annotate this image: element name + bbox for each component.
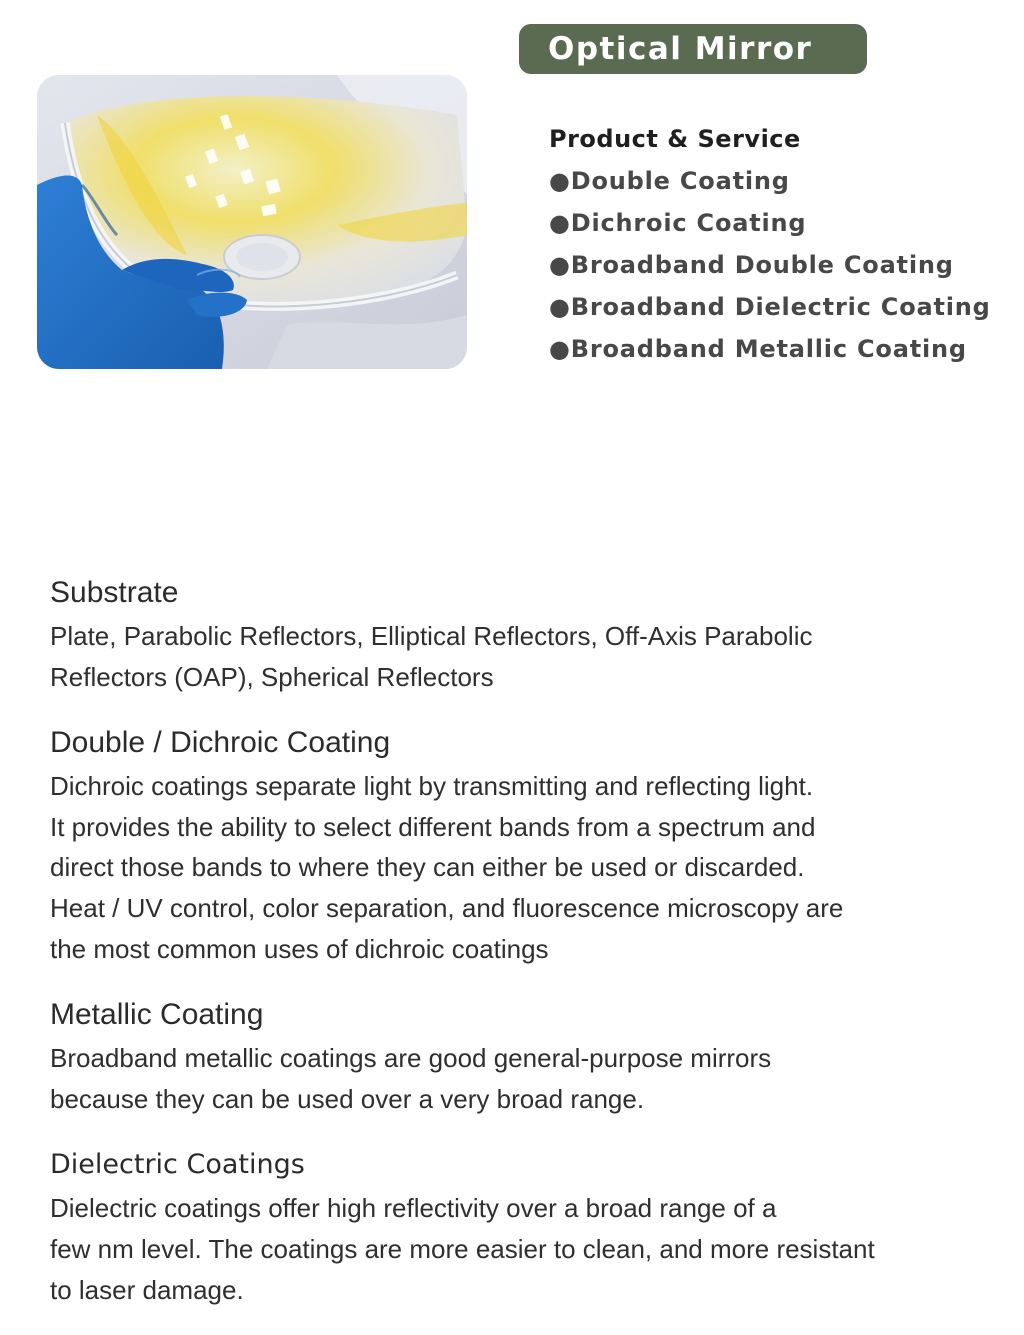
section-metallic-coating <box>50 992 990 1119</box>
parabolic-reflector-photo <box>37 75 467 369</box>
service-item: ●Broadband Metallic Coating <box>549 335 967 363</box>
section-dichroic-coating <box>50 720 990 969</box>
service-item: ●Broadband Double Coating <box>549 251 954 279</box>
section-text-line: direct those bands to where they can either be used or discarded. <box>50 852 805 883</box>
section-substrate <box>50 570 990 697</box>
section-text-line: few nm level. The coatings are more easier to clean, and more resistant <box>50 1233 875 1264</box>
page-title: Optical Mirror <box>548 31 813 67</box>
section-text-line: because they can be used over a very broad range. <box>50 1083 645 1114</box>
section-text-line: Plate, Parabolic Reflectors, Elliptical Reflectors, Off-Axis Parabolic <box>50 621 813 651</box>
product-service-list <box>549 118 1024 370</box>
section-text-line: Broadband metallic coatings are good general-purpose mirrors <box>50 1043 772 1074</box>
section-text-line: Dielectric coatings offer high reflectivity over a broad range of a <box>50 1193 777 1224</box>
title-banner <box>519 24 867 74</box>
section-text-line: to laser damage. <box>50 1274 244 1305</box>
section-text-line: Heat / UV control, color separation, and fluorescence microscopy are <box>50 892 844 923</box>
section-text-line: Reflectors (OAP), Spherical Reflectors <box>50 661 494 692</box>
section-heading: Substrate <box>50 576 179 609</box>
section-heading: Dielectric Coatings <box>50 1149 305 1181</box>
section-dielectric-coatings <box>50 1142 990 1310</box>
service-item: ●Broadband Dielectric Coating <box>549 293 991 321</box>
services-heading: Product & Service <box>549 125 801 153</box>
section-text-line: Dichroic coatings separate light by transmitting and reflecting light. <box>50 771 814 802</box>
section-text-line: the most common uses of dichroic coatings <box>50 933 549 964</box>
service-item: ●Dichroic Coating <box>549 209 807 237</box>
content-area <box>50 570 990 1333</box>
section-heading: Metallic Coating <box>50 998 264 1032</box>
section-text-line: It provides the ability to select different bands from a spectrum and <box>50 811 816 842</box>
service-item: ●Double Coating <box>549 167 790 195</box>
section-heading: Double / Dichroic Coating <box>50 726 391 760</box>
product-photo <box>37 75 467 369</box>
